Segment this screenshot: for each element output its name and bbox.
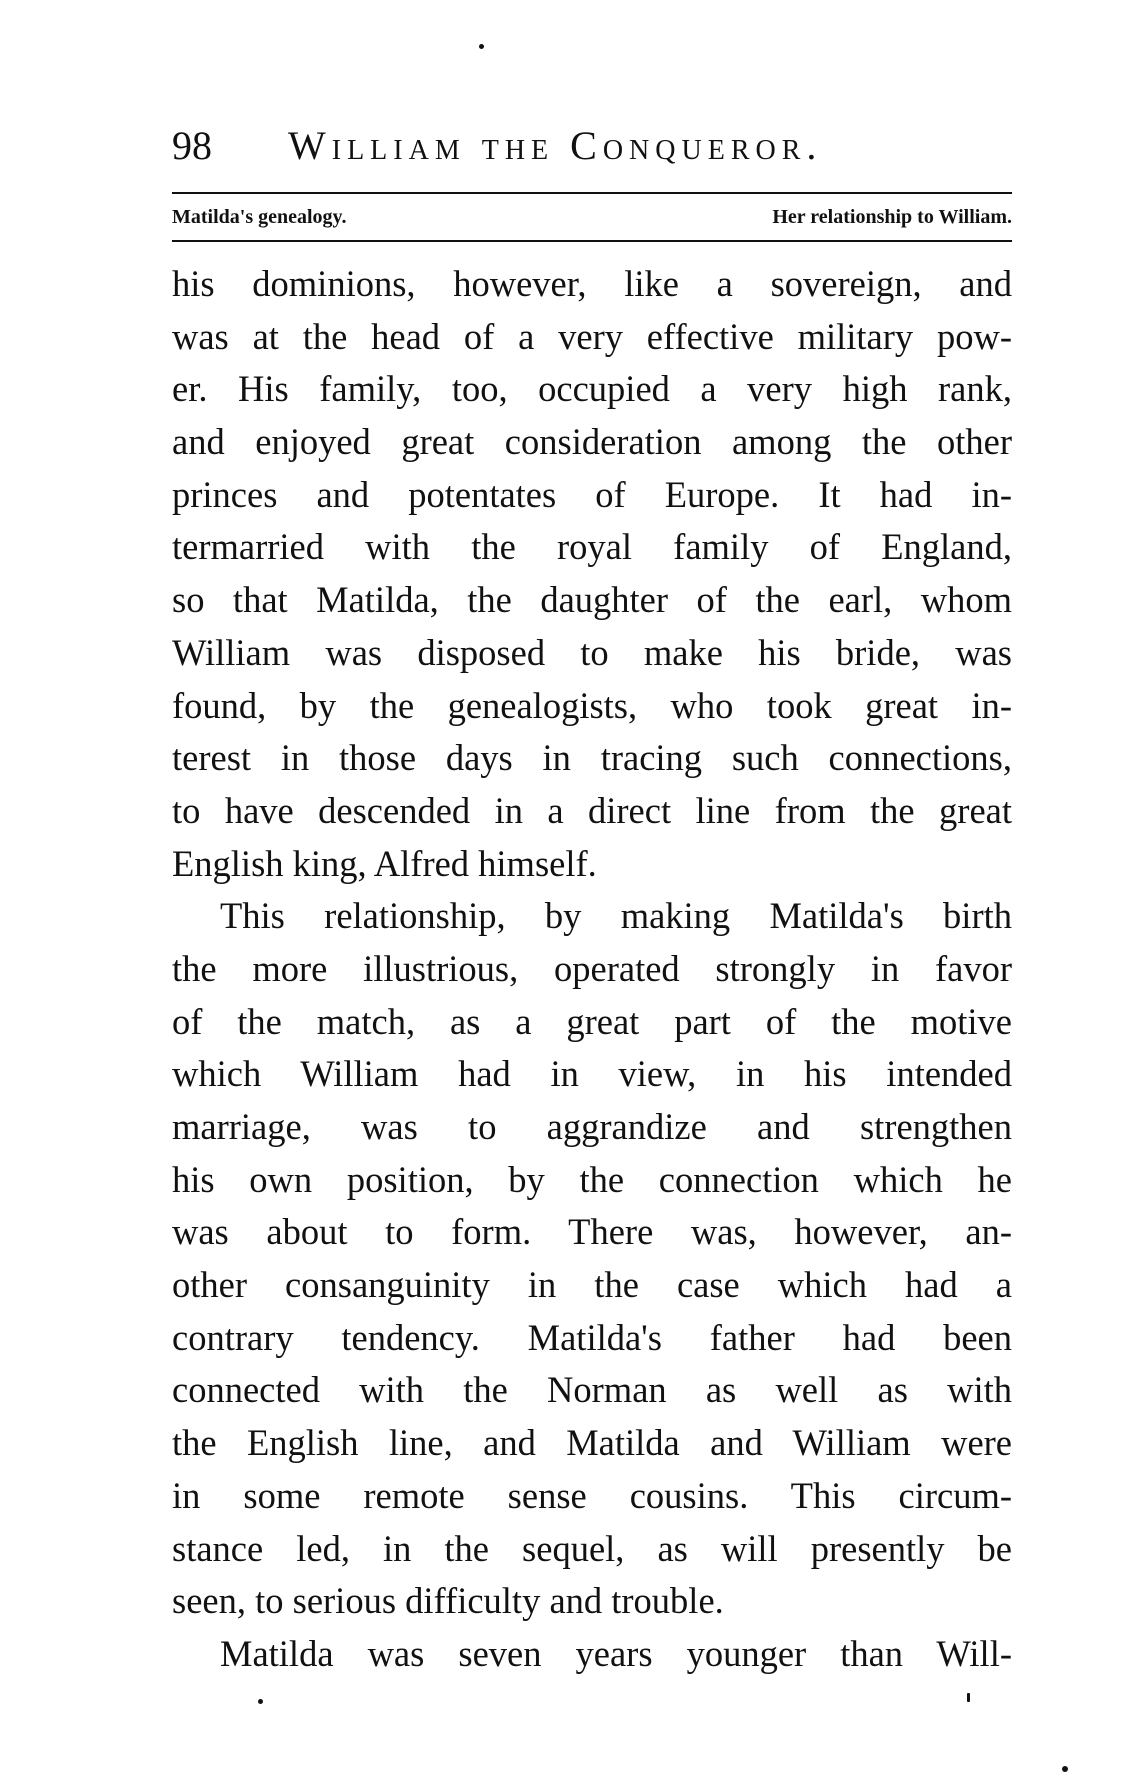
body-line: terest in those days in tracing such connections,	[172, 737, 1012, 779]
body-line: termarried with the royal family of England,	[172, 526, 1012, 568]
body-line: his dominions, however, like a sovereign, and	[172, 263, 1012, 304]
header-rule-top	[172, 192, 1012, 194]
body-line: This relationship, by making Matilda's birth	[220, 895, 1012, 937]
body-line: was at the head of a very effective military pow-	[172, 315, 1012, 357]
body-line: so that Matilda, the daughter of the earl, whom	[172, 579, 1012, 621]
body-line: marriage, was to aggrandize and strengthen	[172, 1106, 1012, 1147]
side-notes	[172, 201, 1012, 233]
body-line: William was disposed to make his bride, was	[172, 631, 1012, 673]
ink-speck-top	[479, 44, 484, 49]
body-line: the English line, and Matilda and William were	[172, 1422, 1012, 1464]
body-line: of the match, as a great part of the motive	[172, 1000, 1012, 1042]
body-line: was about to form. There was, however, an-	[172, 1211, 1012, 1253]
body-line: stance led, in the sequel, as will presently be	[172, 1527, 1012, 1569]
ink-speck-corner	[1062, 1766, 1068, 1772]
body-line: to have descended in a direct line from the great	[172, 789, 1012, 831]
page-number: 98	[172, 123, 212, 168]
body-line: which William had in view, in his intended	[172, 1053, 1012, 1095]
book-title: William the Conqueror.	[288, 123, 823, 168]
body-line: er. His family, too, occupied a very high rank,	[172, 368, 1012, 410]
body-line: seen, to serious difficulty and trouble.	[172, 1580, 724, 1622]
body-line: found, by the genealogists, who took great in-	[172, 684, 1012, 726]
body-line: princes and potentates of Europe. It had in-	[172, 473, 1012, 515]
body-line: English king, Alfred himself.	[172, 842, 597, 884]
body-text	[172, 258, 1012, 1681]
body-line: the more illustrious, operated strongly in favor	[172, 947, 1012, 989]
side-note-right: Her relationship to William.	[772, 206, 1012, 228]
running-head	[172, 122, 1012, 172]
body-line: Matilda was seven years younger than Will-	[220, 1632, 1012, 1674]
body-line: in some remote sense cousins. This circum-	[172, 1474, 1012, 1516]
header-rule-bottom	[172, 240, 1012, 242]
body-line: his own position, by the connection which he	[172, 1158, 1012, 1200]
body-line: connected with the Norman as well as with	[172, 1369, 1012, 1411]
body-line: and enjoyed great consideration among the other	[172, 421, 1012, 463]
ink-speck-bottom-left	[258, 1699, 263, 1704]
side-note-left: Matilda's genealogy.	[172, 206, 347, 228]
body-line: other consanguinity in the case which had a	[172, 1264, 1012, 1306]
ink-speck-bottom-right	[967, 1693, 970, 1702]
body-line: contrary tendency. Matilda's father had been	[172, 1316, 1012, 1358]
